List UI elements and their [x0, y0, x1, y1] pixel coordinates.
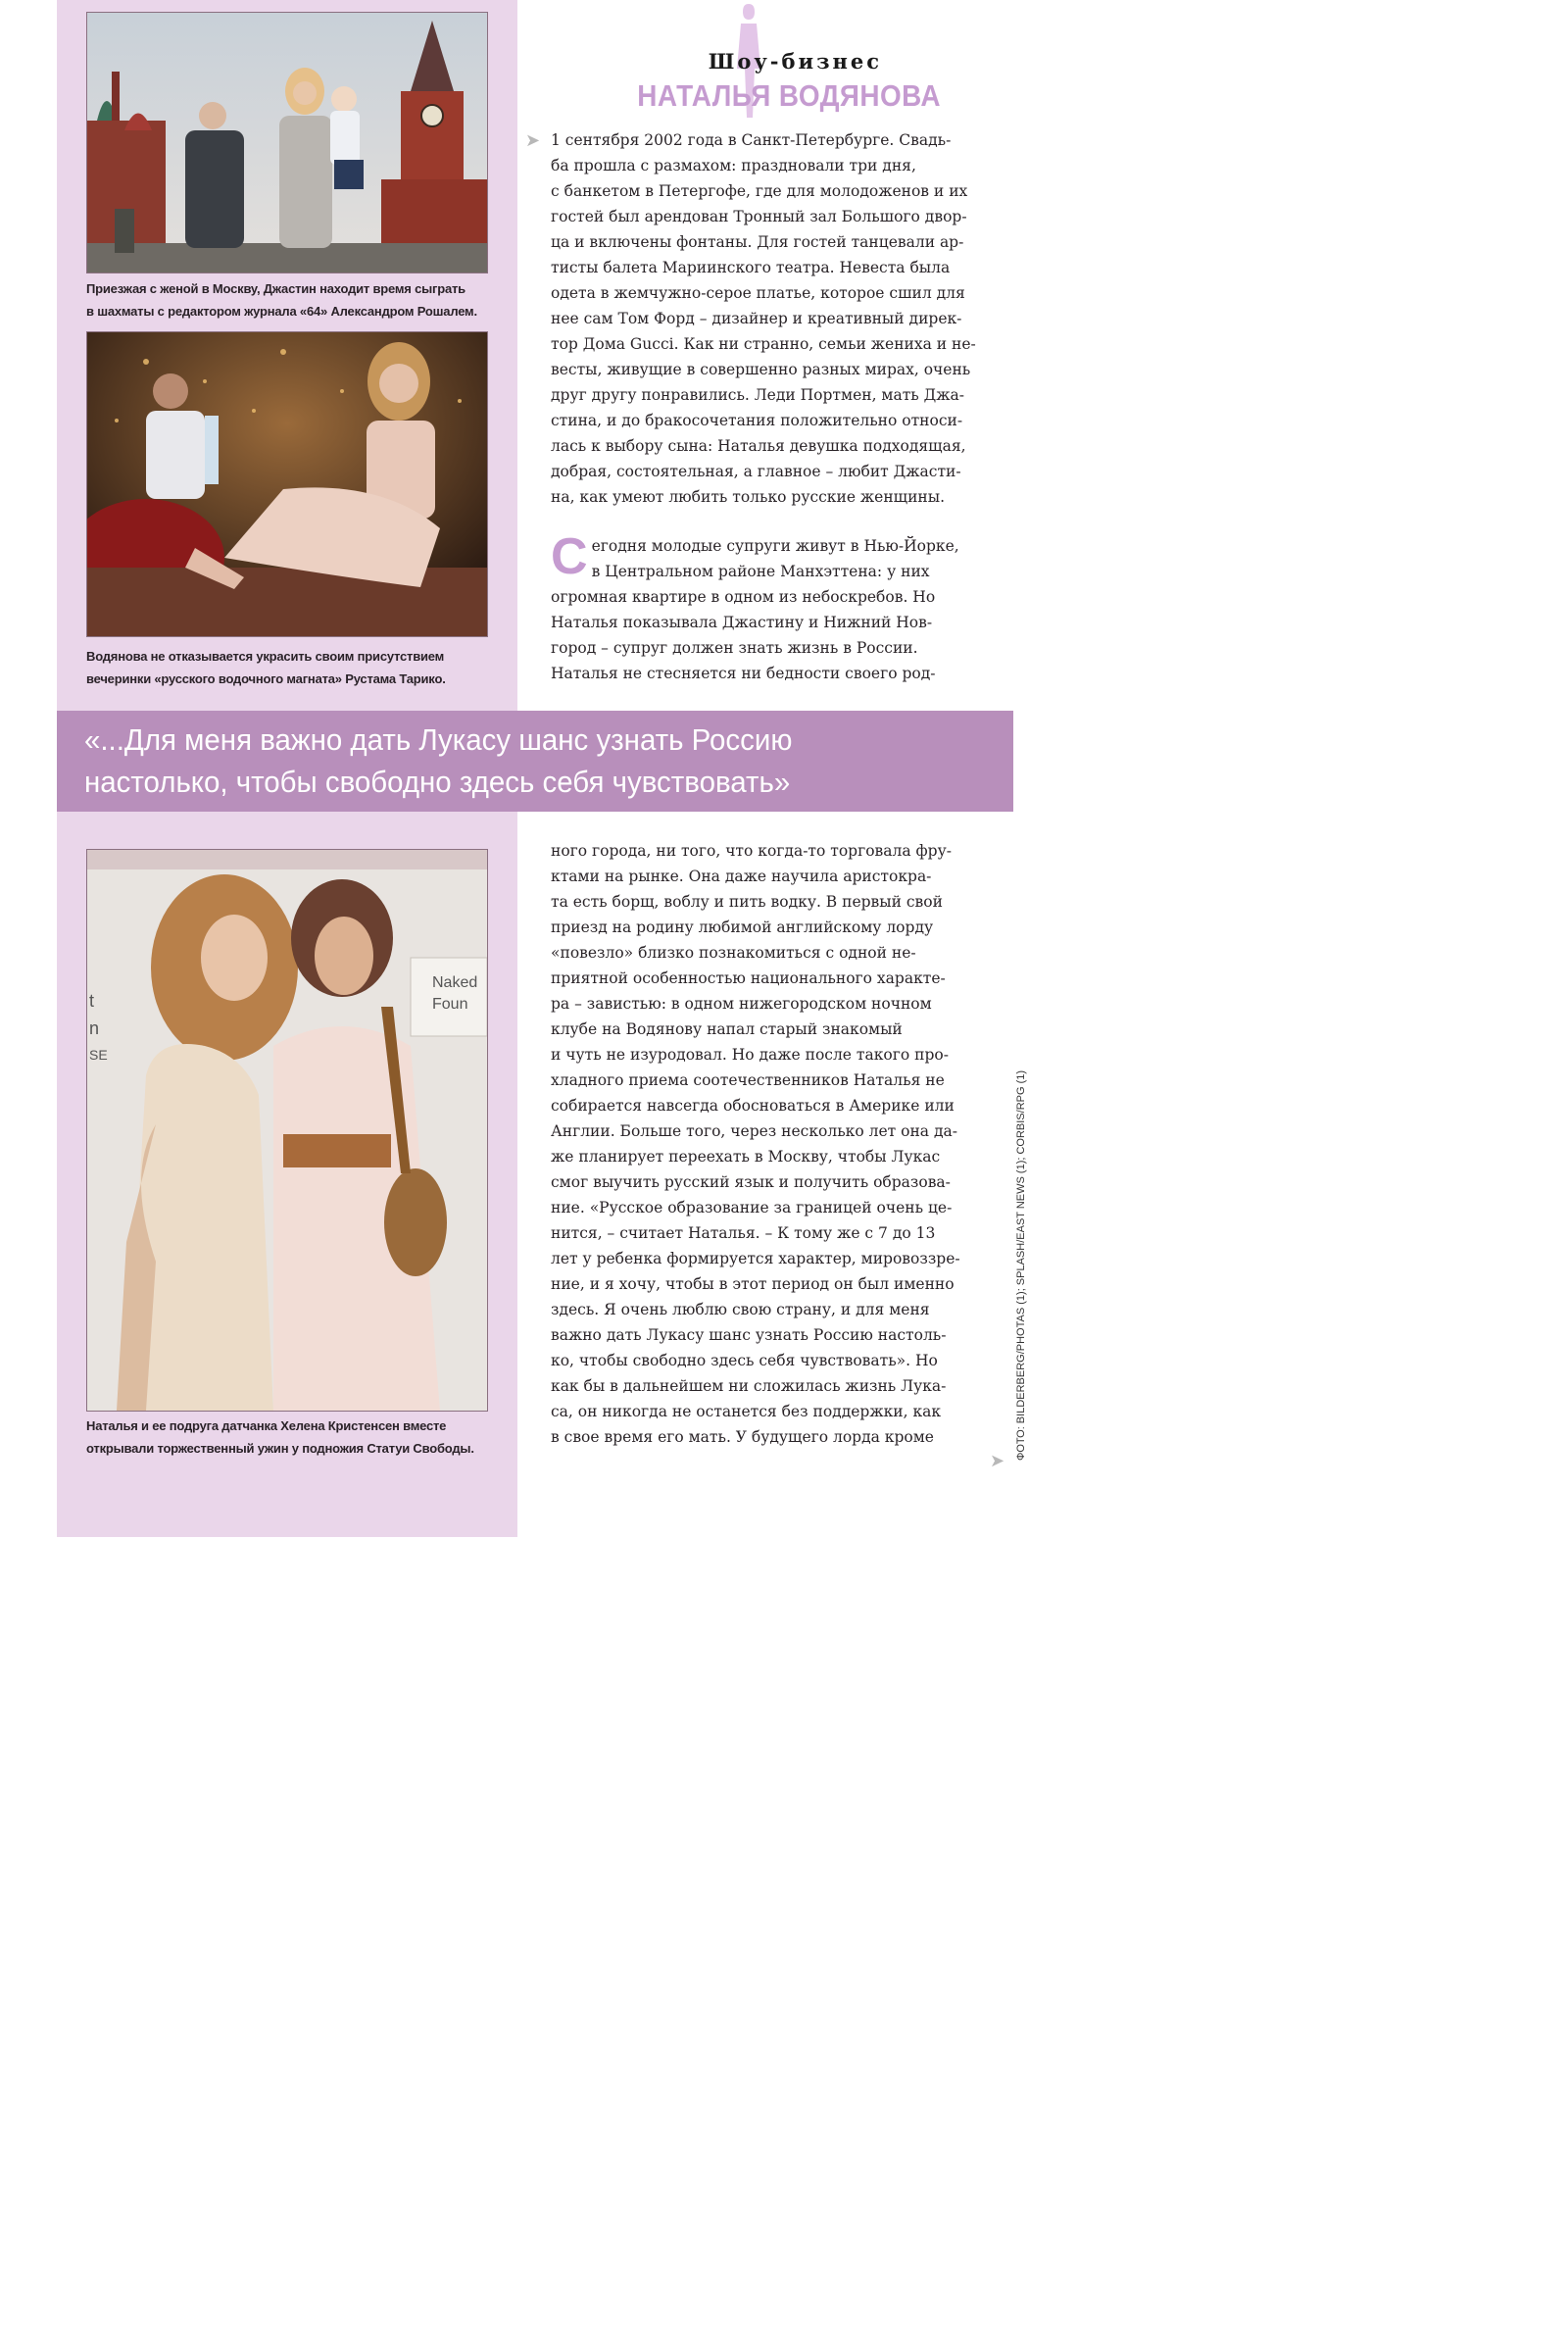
- text-line: приятной особенностью национального характе-: [551, 969, 946, 987]
- text-line: гостей был арендован Тронный зал Большого двор-: [551, 208, 967, 225]
- text-line: собирается навсегда обосноваться в Америке или: [551, 1097, 955, 1115]
- text-line: ние. «Русское образование за границей очень це-: [551, 1199, 953, 1216]
- text-line: егодня молодые супруги живут в Нью-Йорке,: [591, 537, 959, 555]
- text-line: с банкетом в Петергофе, где для молодоженов и их: [551, 182, 968, 200]
- article-column-3: [551, 838, 982, 1450]
- photo1-caption: [86, 277, 498, 323]
- text-line: здесь. Я очень люблю свою страну, и для меня: [551, 1301, 930, 1318]
- caption-line: вечеринки «русского водочного магната» Рустама Тарико.: [86, 671, 446, 686]
- continue-arrow-icon: ➤: [525, 130, 541, 151]
- sign-text: SE: [89, 1047, 108, 1063]
- text-line: лет у ребенка формируется характер, мировоззре-: [551, 1250, 960, 1267]
- text-line: Наталья показывала Джастину и Нижний Нов-: [551, 614, 933, 631]
- caption-line: Наталья и ее подруга датчанка Хелена Кристенсен вместе: [86, 1418, 447, 1433]
- article-title: НАТАЛЬЯ ВОДЯНОВА: [637, 78, 941, 113]
- drop-cap: С: [551, 528, 588, 585]
- photo3-caption: [86, 1415, 498, 1460]
- text-line: же планирует переехать в Москву, чтобы Лукас: [551, 1148, 941, 1166]
- text-line: ба прошла с размахом: праздновали три дня,: [551, 157, 916, 174]
- photo-party: [86, 331, 488, 637]
- sign-text: Naked: [432, 974, 478, 991]
- pull-quote: [84, 719, 951, 803]
- caption-line: в шахматы с редактором журнала «64» Александром Рошалем.: [86, 304, 477, 319]
- text-line: смог выучить русский язык и получить образова-: [551, 1173, 951, 1191]
- pull-quote-line: настолько, чтобы свободно здесь себя чувствовать»: [84, 765, 791, 799]
- photo2-caption: [86, 645, 498, 690]
- text-line: ца и включены фонтаны. Для гостей танцевали ар-: [551, 233, 964, 251]
- section-rubric: Шоу-бизнес: [708, 49, 882, 74]
- continue-arrow-icon: ➤: [990, 1451, 1005, 1471]
- text-line: ктами на рынке. Она даже научила аристокра-: [551, 868, 932, 885]
- text-line: в Центральном районе Манхэттена: у них: [591, 563, 930, 580]
- caption-line: Водянова не отказывается украсить своим присутствием: [86, 649, 445, 664]
- text-line: в свое время его мать. У будущего лорда кроме: [551, 1428, 934, 1446]
- text-line: друг другу понравились. Леди Портмен, мать Джа-: [551, 386, 964, 404]
- text-line: и чуть не изуродовал. Но даже после такого про-: [551, 1046, 949, 1064]
- text-line: ко, чтобы свободно здесь себя чувствовать». Но: [551, 1352, 938, 1369]
- text-line: добрая, состоятельная, а главное – любит Джасти-: [551, 463, 961, 480]
- pull-quote-line: «...Для меня важно дать Лукасу шанс узнать Россию: [84, 722, 793, 757]
- text-line: Наталья не стесняется ни бедности своего род-: [551, 665, 936, 682]
- text-line: са, он никогда не останется без поддержки, как: [551, 1403, 942, 1420]
- text-line: Англии. Больше того, через несколько лет она да-: [551, 1122, 957, 1140]
- sign-text: Foun: [432, 996, 468, 1013]
- text-line: тисты балета Мариинского театра. Невеста была: [551, 259, 951, 276]
- text-line: нится, – считает Наталья. – К тому же с 7 до 13: [551, 1224, 936, 1242]
- article-column-1: [551, 127, 982, 510]
- text-line: нее сам Том Форд – дизайнер и креативный дирек-: [551, 310, 962, 327]
- text-line: огромная квартире в одном из небоскребов. Но: [551, 588, 936, 606]
- text-line: ра – завистью: в одном нижегородском ночном: [551, 995, 932, 1013]
- text-line: важно дать Лукасу шанс узнать Россию настоль-: [551, 1326, 947, 1344]
- text-line: одета в жемчужно-серое платье, которое сшил для: [551, 284, 965, 302]
- text-line: лась к выбору сына: Наталья девушка подходящая,: [551, 437, 966, 455]
- text-line: приезд на родину любимой английскому лорду: [551, 918, 934, 936]
- photo-two-women: [86, 849, 488, 1412]
- text-line: ние, и я хочу, чтобы в этот период он был именно: [551, 1275, 955, 1293]
- text-line: 1 сентября 2002 года в Санкт-Петербурге. Свадь-: [551, 131, 952, 149]
- text-line: весты, живущие в совершенно разных мирах, очень: [551, 361, 971, 378]
- text-line: клубе на Водянову напал старый знакомый: [551, 1020, 903, 1038]
- photo-red-square: [86, 12, 488, 273]
- sign-text: n: [89, 1018, 100, 1038]
- text-line: как бы в дальнейшем ни сложилась жизнь Лука-: [551, 1377, 947, 1395]
- text-line: город – супруг должен знать жизнь в России.: [551, 639, 918, 657]
- text-line: хладного приема соотечественников Наталья не: [551, 1071, 945, 1089]
- article-column-2: [551, 528, 982, 686]
- text-line: тор Дома Gucci. Как ни странно, семьи жениха и не-: [551, 335, 976, 353]
- sign-text: t: [89, 991, 95, 1011]
- text-line: ного города, ни того, что когда-то торговала фру-: [551, 842, 952, 860]
- text-line: «повезло» близко познакомиться с одной не-: [551, 944, 916, 962]
- text-line: стина, и до бракосочетания положительно относи-: [551, 412, 963, 429]
- caption-line: Приезжая с женой в Москву, Джастин находит время сыграть: [86, 281, 466, 296]
- text-line: та есть борщ, воблу и пить водку. В первый свой: [551, 893, 943, 911]
- photo-credit: ФОТО: BILDERBERG/PHOTAS (1); SPLASH/EAST NEWS (1); CORBIS/RPG (1): [1015, 1069, 1027, 1461]
- caption-line: открывали торжественный ужин у подножия Статуи Свободы.: [86, 1441, 474, 1456]
- text-line: на, как умеют любить только русские женщины.: [551, 488, 946, 506]
